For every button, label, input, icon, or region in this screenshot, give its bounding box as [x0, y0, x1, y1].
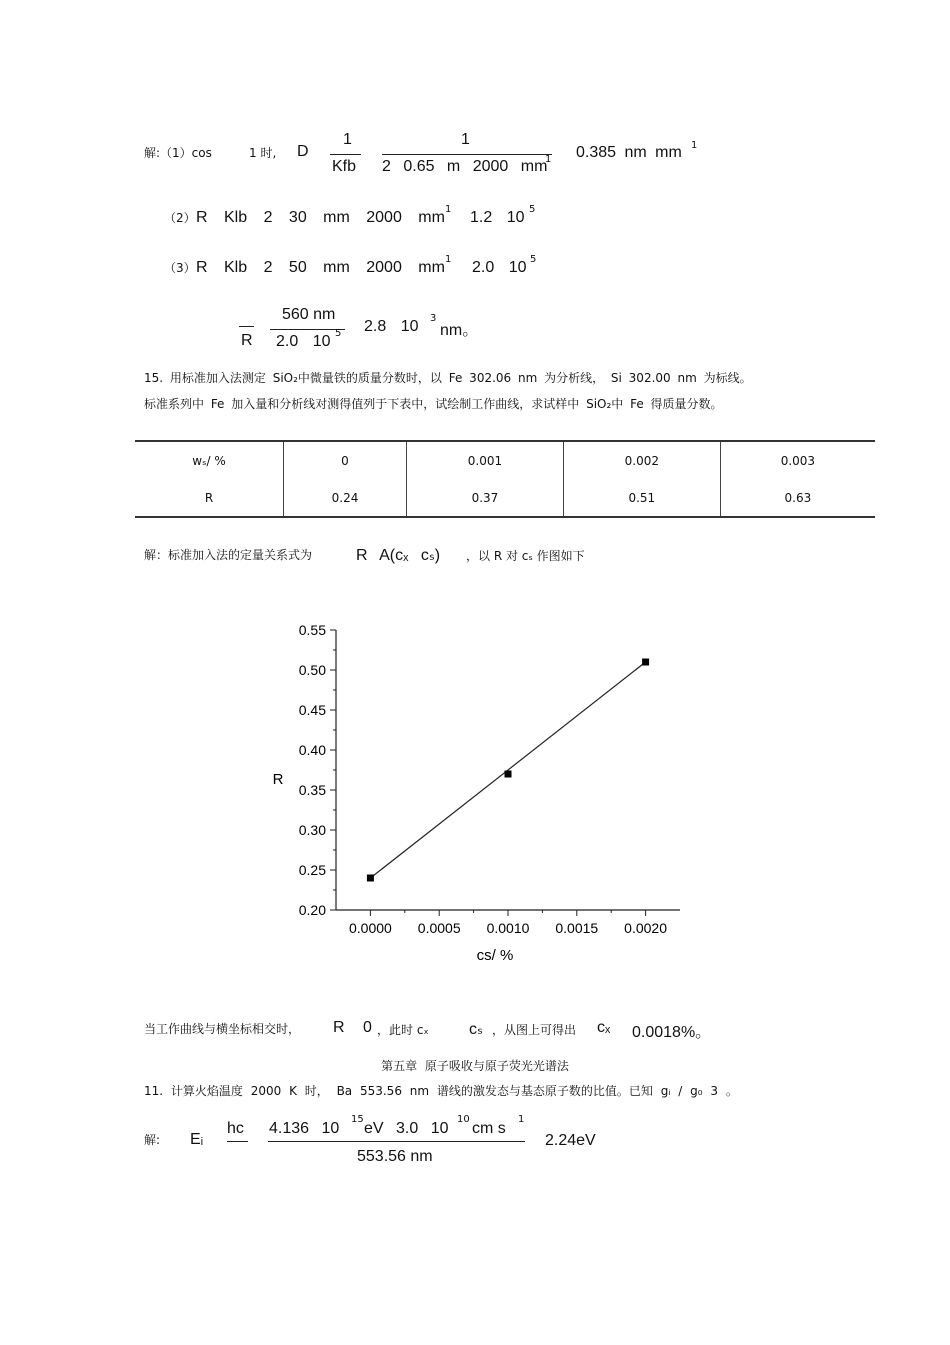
part2-exponent1: 1 [445, 204, 452, 215]
part2-label: （2） [164, 211, 196, 225]
table-cell: 0.63 [720, 479, 875, 517]
result15-eq1: R 0 [333, 1019, 372, 1036]
fraction2-denominator-exponent: 1 [545, 154, 552, 165]
result15-text: 当工作曲线与横坐标相交时， [144, 1022, 301, 1036]
y-tick-label: 0.30 [298, 822, 326, 838]
q11-solution-label: 解: [144, 1133, 161, 1147]
data-point [642, 659, 649, 666]
fraction4-denominator: 2.0 10 [276, 333, 331, 350]
sol15-formula: R A(cₓ cₛ) [356, 547, 441, 564]
calibration-chart [230, 610, 710, 980]
x-tick-label: 0.0000 [348, 920, 392, 936]
result15-eq2: cₛ [469, 1021, 483, 1038]
table-header-cell: R [135, 479, 284, 517]
part3-wavelength-exponent: 3 [430, 313, 437, 324]
part3-label: （3） [164, 261, 196, 275]
data-point [367, 875, 374, 882]
q11-numerator-exp2: 10 [457, 1114, 470, 1125]
y-tick-label: 0.35 [298, 782, 326, 798]
table-cell: 0.24 [284, 479, 407, 517]
fraction1-bar [330, 154, 361, 155]
q11-result: 2.24eV [545, 1132, 596, 1149]
table-header-cell: wₛ/ % [135, 441, 284, 479]
y-tick-label: 0.25 [298, 862, 326, 878]
part1-result: 0.385 nm mm [576, 144, 682, 161]
fraction4-numerator: 560 nm [282, 306, 336, 323]
q15-line2: 标准系列中 Fe 加入量和分析线对测得值列于下表中，试绘制工作曲线，求试样中 SiO₂中 Fe 得质量分数。 [144, 397, 723, 411]
q11-numerator-part3: cm s [472, 1120, 506, 1137]
part3-wavelength-result: 2.8 10 [364, 318, 419, 335]
fraction4-bar [270, 329, 345, 330]
part3-expression: R Klb 2 50 mm 2000 mm [196, 259, 445, 276]
fraction3-denominator: R [241, 332, 253, 349]
data-point [505, 771, 512, 778]
fit-line [370, 662, 645, 878]
table-row [135, 441, 875, 479]
table-cell: 0.003 [720, 441, 875, 479]
table-cell: 0 [284, 441, 407, 479]
x-tick-label: 0.0010 [486, 920, 530, 936]
fraction1-numerator: 1 [343, 131, 352, 148]
result15-cx: cₓ [597, 1019, 611, 1036]
part3-wavelength-unit: nm。 [440, 322, 479, 339]
sol15-tail: ，以 R 对 cₛ 作图如下 [466, 549, 585, 563]
table-cell: 0.51 [563, 479, 720, 517]
x-tick-label: 0.0020 [624, 920, 668, 936]
x-tick-label: 0.0005 [417, 920, 461, 936]
fraction2-bar [382, 154, 552, 155]
q11-energy-symbol: Eᵢ [190, 1131, 204, 1148]
q11-numerator-exp3: 1 [518, 1114, 525, 1125]
fraction2-numerator: 1 [461, 131, 470, 148]
fraction1-denominator: Kfb [332, 158, 357, 175]
sol15-intro: 解：标准加入法的定量关系式为 [144, 548, 313, 562]
y-tick-label: 0.40 [298, 742, 326, 758]
y-tick-label: 0.20 [298, 902, 326, 918]
q11-numerator-part1: 4.136 10 [269, 1120, 340, 1137]
q11-numerator-part2: eV 3.0 10 [364, 1120, 449, 1137]
part1-label: 解:（1）cos [144, 146, 212, 160]
q11-hc: hc [227, 1120, 244, 1137]
fraction3-bar [239, 326, 254, 327]
fraction4-denominator-exponent: 5 [335, 328, 342, 339]
part3-exponent2: 5 [530, 254, 537, 265]
table-cell: 0.001 [407, 441, 564, 479]
q11-numerator-exp1: 15 [351, 1114, 364, 1125]
part3-exponent1: 1 [445, 254, 452, 265]
q11-left-bar [227, 1141, 248, 1142]
result15-tail: ，从图上可得出 [492, 1023, 577, 1037]
q15-line1: 15. 用标准加入法测定 SiO₂中微量铁的质量分数时，以 Fe 302.06 nm 为分析线， Si 302.00 nm 为标线。 [144, 371, 752, 385]
fraction2-denominator: 2 0.65 m 2000 mm [382, 158, 548, 175]
result15-mid: ，此时 cₓ [377, 1023, 429, 1037]
part3-result: 2.0 10 [472, 259, 527, 276]
q11-line: 11. 计算火焰温度 2000 K 时， Ba 553.56 nm 谱线的激发态与基态原子数的比值。已知 gᵢ / g₀ 3 。 [144, 1084, 738, 1098]
standard-addition-table [135, 440, 875, 518]
table-row [135, 479, 875, 517]
x-axis-label: cs/ % [476, 947, 514, 964]
part1-result-exponent: 1 [691, 140, 698, 151]
y-tick-label: 0.55 [298, 622, 326, 638]
table-cell: 0.002 [563, 441, 720, 479]
q11-denominator: 553.56 nm [357, 1148, 433, 1165]
y-axis-label: R [272, 771, 284, 788]
part1-condition: 1 时, [249, 146, 277, 160]
x-tick-label: 0.0015 [555, 920, 599, 936]
part2-result: 1.2 10 [470, 209, 525, 226]
q11-fraction-bar [268, 1141, 525, 1142]
part2-exponent2: 5 [529, 204, 536, 215]
result15-value: 0.0018%。 [632, 1024, 712, 1041]
chapter-title: 第五章 原子吸收与原子荧光光谱法 [381, 1059, 569, 1073]
y-tick-label: 0.45 [298, 702, 326, 718]
y-tick-label: 0.50 [298, 662, 326, 678]
dispersion-symbol: D [297, 143, 309, 160]
part2-expression: R Klb 2 30 mm 2000 mm [196, 209, 445, 226]
table-cell: 0.37 [407, 479, 564, 517]
